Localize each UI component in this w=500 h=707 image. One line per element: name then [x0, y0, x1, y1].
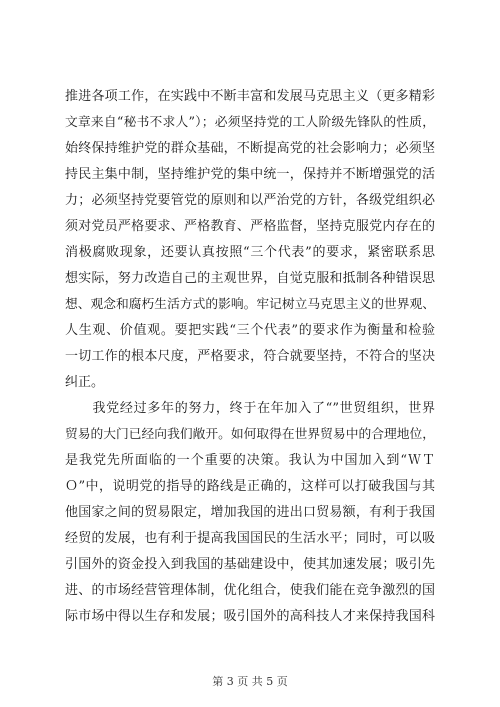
text-line: 想实际，努力改造自己的主观世界，自觉克服和抵制各种错误思: [65, 271, 435, 286]
text-line: 贸易的大门已经向我们敞开。如何取得在世界贸易中的合理地位，: [65, 427, 435, 442]
paragraph-2: [65, 396, 435, 630]
document-body: [65, 84, 435, 630]
text-line: 始终保持维护党的群众基础，不断提高党的社会影响力；必须坚: [65, 141, 435, 156]
text-line: 经贸的发展，也有利于提高我国国民的生活水平；同时，可以吸: [65, 531, 435, 546]
text-line: Ｏ”中，说明党的指导的路线是正确的，这样可以打破我国与其: [65, 479, 435, 494]
text-line: 际市场中得以生存和发展；吸引国外的高科技人才来保持我国科: [65, 609, 435, 624]
text-line: 我党经过多年的努力，终于在年加入了“”世贸组织，世界: [65, 401, 435, 416]
text-line: 人生观、价值观。要把实践“三个代表”的要求作为衡量和检验: [65, 323, 435, 338]
page-footer: 第 3 页 共 5 页: [212, 675, 288, 688]
text-line: 一切工作的根本尺度，严格要求，符合就要坚持，不符合的坚决: [65, 349, 435, 364]
text-line: 力；必须坚持党要管党的原则和以严治党的方针，各级党组织必: [65, 193, 435, 208]
text-line: 进、的市场经营管理体制，优化组合，使我们能在竞争激烈的国: [65, 583, 435, 598]
text-line: 纠正。: [65, 375, 105, 390]
text-line: 引国外的资金投入到我国的基础建设中，使其加速发展；吸引先: [65, 557, 435, 572]
paragraph-1: [65, 84, 435, 396]
text-line: 须对党员严格要求、严格教育、严格监督，坚持克服党内存在的: [65, 219, 435, 234]
text-line: 推进各项工作，在实践中不断丰富和发展马克思主义（更多精彩: [65, 89, 435, 104]
text-line: 持民主集中制，坚持维护党的集中统一，保持并不断增强党的活: [65, 167, 435, 182]
text-line: 是我党先所面临的一个重要的决策。我认为中国加入到“ＷＴ: [65, 453, 435, 468]
text-line: 想、观念和腐朽生活方式的影响。牢记树立马克思主义的世界观、: [65, 297, 435, 312]
text-line: 消极腐败现象，还要认真按照“三个代表”的要求，紧密联系思: [65, 245, 435, 260]
text-line: 他国家之间的贸易限定，增加我国的进出口贸易额，有利于我国: [65, 505, 435, 520]
text-line: 文章来自“秘书不求人”）；必须坚持党的工人阶级先锋队的性质，: [65, 115, 435, 130]
